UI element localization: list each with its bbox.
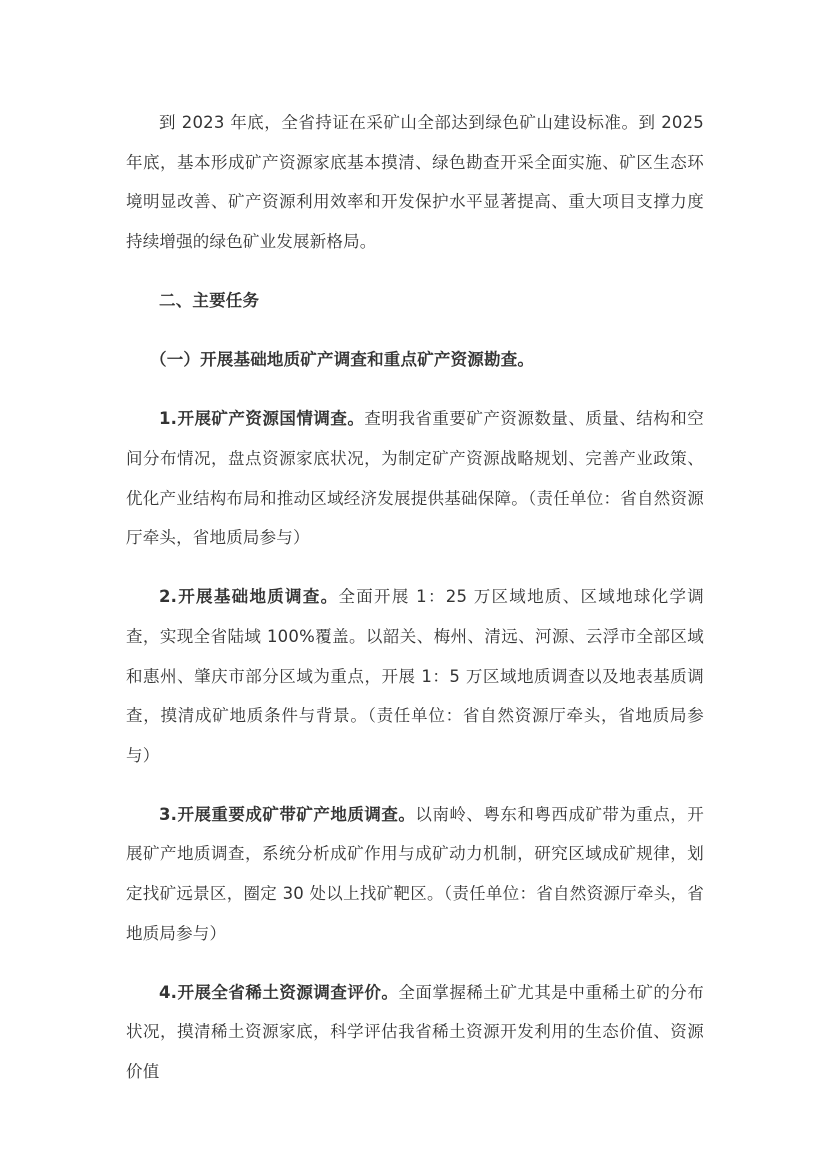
task-item-2: [126, 577, 704, 775]
task-item-1: [126, 399, 704, 557]
document-body: [126, 103, 704, 1111]
task-item-3-title: 3.开展重要成矿带矿产地质调查。: [159, 804, 416, 824]
subsection-heading: （一）开展基础地质矿产调查和重点矿产资源勘查。: [150, 350, 535, 370]
intro-paragraph: 到 2023 年底，全省持证在采矿山全部达到绿色矿山建设标准。到 2025 年底，基本形成矿产资源家底基本摸清、绿色勘查开采全面实施、矿区生态环境明显改善、矿产资源利用效率和开发保护水平显著提高、重大项目支撑力度持续增强的绿色矿业发展新格局。: [126, 113, 704, 251]
task-item-4: [126, 973, 704, 1092]
task-item-2-body: 全面开展 1：25 万区域地质、区域地球化学调查，实现全省陆域 100%覆盖。以韶关、梅州、清远、河源、云浮市全部区域和惠州、肇庆市部分区域为重点，开展 1：5 万区域地质调查以及地表基质调查，摸清成矿地质条件与背景。（责任单位：省自然资源厅牵头，省地质局参与）: [126, 587, 704, 765]
task-item-2-title: 2.开展基础地质调查。: [159, 587, 339, 607]
task-item-3: [126, 795, 704, 953]
task-item-1-body: 查明我省重要矿产资源数量、质量、结构和空间分布情况，盘点资源家底状况，为制定矿产资源战略规划、完善产业政策、优化产业结构布局和推动区域经济发展提供基础保障。（责任单位：省自然资源厅牵头，省地质局参与）: [126, 409, 704, 548]
task-item-4-body: 全面掌握稀土矿尤其是中重稀土矿的分布状况，摸清稀土资源家底，科学评估我省稀土资源开发利用的生态价值、资源价值: [126, 982, 705, 1082]
section-heading: 二、主要任务: [159, 290, 260, 310]
task-item-1-title: 1.开展矿产资源国情调查。: [159, 409, 365, 429]
task-item-3-body: 以南岭、粤东和粤西成矿带为重点，开展矿产地质调查，系统分析成矿作用与成矿动力机制，研究区域成矿规律，划定找矿远景区，圈定 30 处以上找矿靶区。（责任单位：省自然资源厅牵头，省地质局参与）: [126, 804, 704, 943]
task-item-4-title: 4.开展全省稀土资源调查评价。: [159, 982, 399, 1002]
